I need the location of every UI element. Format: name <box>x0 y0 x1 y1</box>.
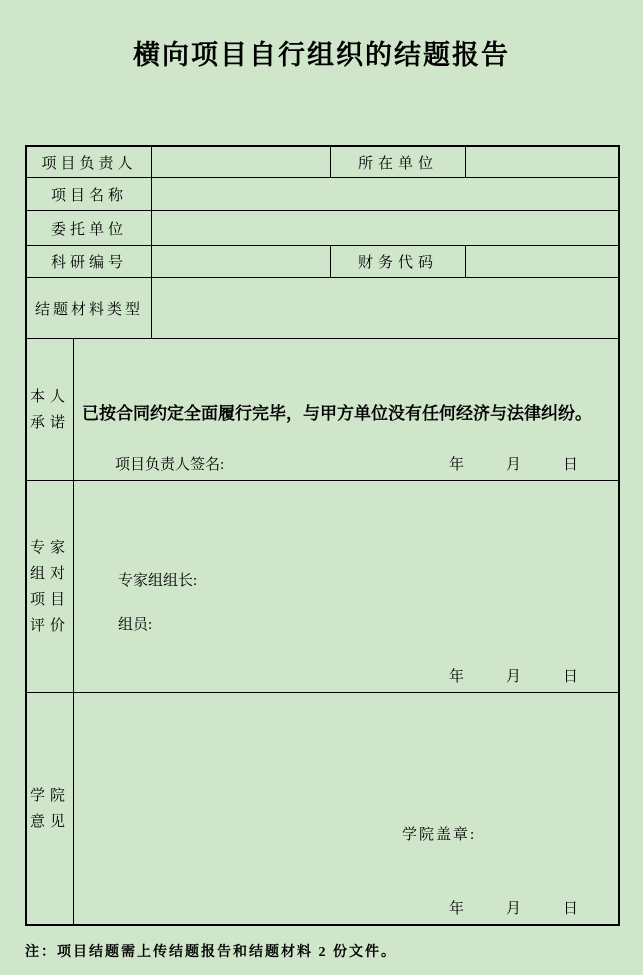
commitment-header <box>27 339 74 480</box>
expert-header-line4: 评价 <box>29 617 70 634</box>
college-year-label: 年 <box>448 901 464 917</box>
expert-header-line2: 组对 <box>29 565 70 582</box>
expert-header-line3: 项目 <box>29 591 70 608</box>
client-unit-value-cell[interactable] <box>152 211 618 245</box>
commitment-month-label: 月 <box>505 457 521 473</box>
row-project-name <box>27 178 618 211</box>
commitment-day-label: 日 <box>562 457 578 473</box>
row-project-leader <box>27 147 618 178</box>
commitment-header-line1: 本人 <box>29 388 70 405</box>
research-number-value-cell[interactable] <box>152 246 331 277</box>
project-leader-value-cell[interactable] <box>152 147 331 177</box>
expert-day-label: 日 <box>562 669 578 685</box>
expert-header-line1: 专家 <box>29 539 70 556</box>
finance-code-label: 财务代码 <box>331 246 466 277</box>
row-expert-review <box>27 481 618 693</box>
client-unit-label: 委托单位 <box>27 211 152 245</box>
row-college-opinion <box>27 693 618 924</box>
commitment-date <box>449 453 578 474</box>
expert-year-label: 年 <box>448 669 464 685</box>
project-leader-label: 项目负责人 <box>27 147 152 177</box>
expert-review-content[interactable] <box>74 481 618 692</box>
row-commitment <box>27 339 618 481</box>
expert-review-header <box>27 481 74 692</box>
footnote: 注：项目结题需上传结题报告和结题材料 2 份文件。 <box>25 945 397 960</box>
affiliation-label: 所在单位 <box>331 147 466 177</box>
project-name-value-cell[interactable] <box>152 178 618 210</box>
affiliation-value-cell[interactable] <box>466 147 618 177</box>
expert-leader-label: 专家组组长: <box>118 573 198 589</box>
project-name-label: 项目名称 <box>27 178 152 210</box>
row-material-type <box>27 278 618 339</box>
college-header-line1: 学院 <box>29 787 70 804</box>
leader-signature-label: 项目负责人签名: <box>115 457 225 473</box>
commitment-statement: 已按合同约定全面履行完毕，与甲方单位没有任何经济与法律纠纷。 <box>82 404 592 423</box>
college-header-line2: 意见 <box>29 813 70 830</box>
college-opinion-content[interactable] <box>74 693 618 924</box>
expert-member-label: 组员: <box>118 617 153 633</box>
college-stamp-label: 学院盖章: <box>402 827 477 843</box>
commitment-year-label: 年 <box>448 457 464 473</box>
college-month-label: 月 <box>505 901 521 917</box>
material-type-value-cell[interactable] <box>152 278 618 338</box>
research-number-label: 科研编号 <box>27 246 152 277</box>
row-client-unit <box>27 211 618 246</box>
material-type-label: 结题材料类型 <box>27 278 152 338</box>
commitment-header-line2: 承诺 <box>29 414 70 431</box>
finance-code-value-cell[interactable] <box>466 246 618 277</box>
college-opinion-header <box>27 693 74 924</box>
commitment-content <box>74 339 618 480</box>
page-title: 横向项目自行组织的结题报告 <box>133 40 510 70</box>
expert-review-date <box>449 665 578 686</box>
college-opinion-date <box>449 897 578 918</box>
expert-month-label: 月 <box>505 669 521 685</box>
conclusion-report-table <box>25 145 620 926</box>
row-research-number <box>27 246 618 278</box>
college-day-label: 日 <box>562 901 578 917</box>
